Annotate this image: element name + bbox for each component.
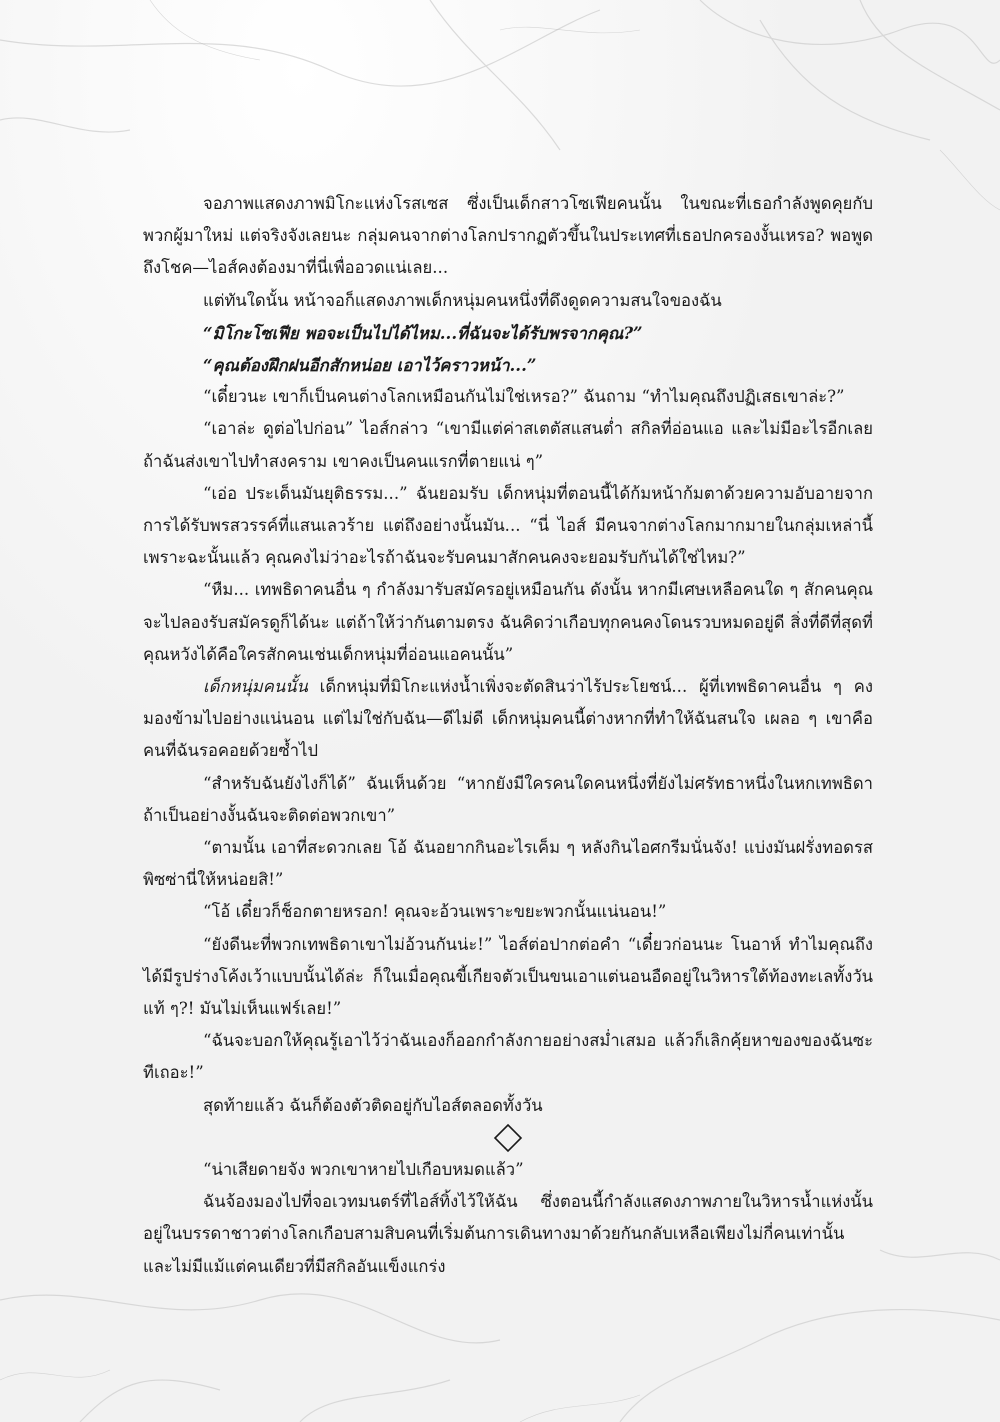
paragraph xyxy=(143,671,873,768)
paragraph: แต่ทันใดนั้น หน้าจอก็แสดงภาพเด็กหนุ่มคนหนึ่งที่ดึงดูดความสนใจของฉัน xyxy=(203,290,722,310)
paragraph: สุดท้ายแล้ว ฉันก็ต้องตัวติดอยู่กับไอส์ตลอดทั้งวัน xyxy=(203,1095,543,1115)
scene-divider xyxy=(143,1122,873,1154)
paragraph: “โอ้ เดี๋ยวก็ช็อกตายหรอก! คุณจะอ้วนเพราะขยะพวกนั้นแน่นอน!” xyxy=(203,902,667,922)
paragraph: “ฉันจะบอกให้คุณรู้เอาไว้ว่าฉันเองก็ออกกำลังกายอย่างสม่ำเสมอ แล้วก็เลิกคุ้ยหาของของฉันซะทีเถอะ!” xyxy=(143,1031,873,1083)
paragraph: “สำหรับฉันยังไงก็ได้” ฉันเห็นด้วย “หากยังมีใครคนใดคนหนึ่งที่ยังไม่ศรัทธาหนึ่งในหกเทพธิดา ถ้าเป็นอย่างงั้นฉันจะติดต่อพวกเขา” xyxy=(143,773,873,825)
document-body xyxy=(143,188,873,1283)
paragraph: “ยังดีนะที่พวกเทพธิดาเขาไม่อ้วนกันน่ะ!” ไอส์ต่อปากต่อคำ “เดี๋ยวก่อนนะ โนอาห์ ทำไมคุณถึงได้มีรูปร่างโค้งเว้าแบบนั้นได้ล่ะ ก็ในเมื่อคุณขี้เกียจตัวเป็นขนเอาแต่นอนอืดอยู่ในวิหารใต้ท้องทะเลทั้งวันแท้ ๆ?! มันไม่เห็นแฟร์เลย!” xyxy=(143,934,873,1019)
paragraph: ฉันจ้องมองไปที่จอเวทมนตร์ที่ไอส์ทิ้งไว้ให้ฉัน ซึ่งตอนนี้กำลังแสดงภาพภายในวิหารน้ำแห่งนั้นอยู่ในบรรดาชาวต่างโลกเกือบสามสิบคนที่เริ่มต้นการเดินทางมาด้วยกันกลับเหลือเพียงไม่กี่คนเท่านั้น และไม่มีแม้แต่คนเดียวที่มีสกิลอันแข็งแกร่ง xyxy=(143,1192,873,1276)
paragraph: “เอาล่ะ ดูต่อไปก่อน” ไอส์กล่าว “เขามีแต่ค่าสเตตัสแสนต่ำ สกิลที่อ่อนแอ และไม่มีอะไรอีกเลย ถ้าฉันส่งเขาไปทำสงคราม เขาคงเป็นคนแรกที่ตายแน่ ๆ” xyxy=(143,419,873,471)
paragraph: “ตามนั้น เอาที่สะดวกเลย โอ้ ฉันอยากกินอะไรเค็ม ๆ หลังกินไอศกรีมนั่นจัง! แบ่งมันฝรั่งทอดรสพิซซ่านี่ให้หน่อยสิ!” xyxy=(143,838,873,890)
paragraph: “เดี๋ยวนะ เขาก็เป็นคนต่างโลกเหมือนกันไม่ใช่เหรอ?” ฉันถาม “ทำไมคุณถึงปฏิเสธเขาล่ะ?” xyxy=(203,387,845,407)
paragraph-bold-dialogue: “มิโกะโซเฟีย พอจะเป็นไปได้ไหม...ที่ฉันจะได้รับพรจากคุณ?” xyxy=(203,322,643,343)
paragraph-text: เด็กหนุ่มที่มิโกะแห่งน้ำเพิ่งจะตัดสินว่าไร้ประโยชน์... ผู้ที่เทพธิดาคนอื่น ๆ คงมองข้ามไปอย่างแน่นอน แต่ไม่ใช่กับฉัน—ดีไม่ดี เด็กหนุ่มคนนี้ต่างหากที่ทำให้ฉันสนใจ เผลอ ๆ เขาคือคนที่ฉันรอคอยด้วยซ้ำไป xyxy=(143,677,873,761)
paragraph-italic-lead: เด็กหนุ่มคนนั้น xyxy=(203,677,308,697)
paragraph-bold-dialogue: “คุณต้องฝึกฝนอีกสักหน่อย เอาไว้คราวหน้า...” xyxy=(203,355,537,376)
paragraph: “หืม... เทพธิดาคนอื่น ๆ กำลังมารับสมัครอยู่เหมือนกัน ดังนั้น หากมีเศษเหลือคนใด ๆ สักคนคุณจะไปลองรับสมัครดูก็ได้นะ แต่ถ้าให้ว่ากันตามตรง ฉันคิดว่าเกือบทุกคนคงโดนรวบหมดอยู่ดี สิ่งที่ดีที่สุดที่คุณหวังได้คือใครสักคนเช่นเด็กหนุ่มที่อ่อนแอคนนั้น” xyxy=(143,580,873,664)
paragraph: “น่าเสียดายจัง พวกเขาหายไปเกือบหมดแล้ว” xyxy=(203,1160,524,1180)
diamond-outline-icon xyxy=(493,1123,523,1153)
paragraph: จอภาพแสดงภาพมิโกะแห่งโรสเซส ซึ่งเป็นเด็กสาวโซเฟียคนนั้น ในขณะที่เธอกำลังพูดคุยกับพวกผู้มาใหม่ แต่จริงจังเลยนะ กลุ่มคนจากต่างโลกปรากฏตัวขึ้นในประเทศที่เธอปกครองงั้นเหรอ? พอพูดถึงโชค—ไอส์คงต้องมาที่นี่เพื่ออวดแน่เลย... xyxy=(143,194,873,278)
paragraph: “เอ่อ ประเด็นมันยุติธรรม...” ฉันยอมรับ เด็กหนุ่มที่ตอนนี้ได้ก้มหน้าก้มตาด้วยความอับอายจากการได้รับพรสวรรค์ที่แสนเลวร้าย แต่ถึงอย่างนั้นมัน... “นี่ ไอส์ มีคนจากต่างโลกมากมายในกลุ่มเหล่านี้ เพราะฉะนั้นแล้ว คุณคงไม่ว่าอะไรถ้าฉันจะรับคนมาสักคนคงจะยอมรับกันได้ใช่ไหม?” xyxy=(143,483,873,568)
